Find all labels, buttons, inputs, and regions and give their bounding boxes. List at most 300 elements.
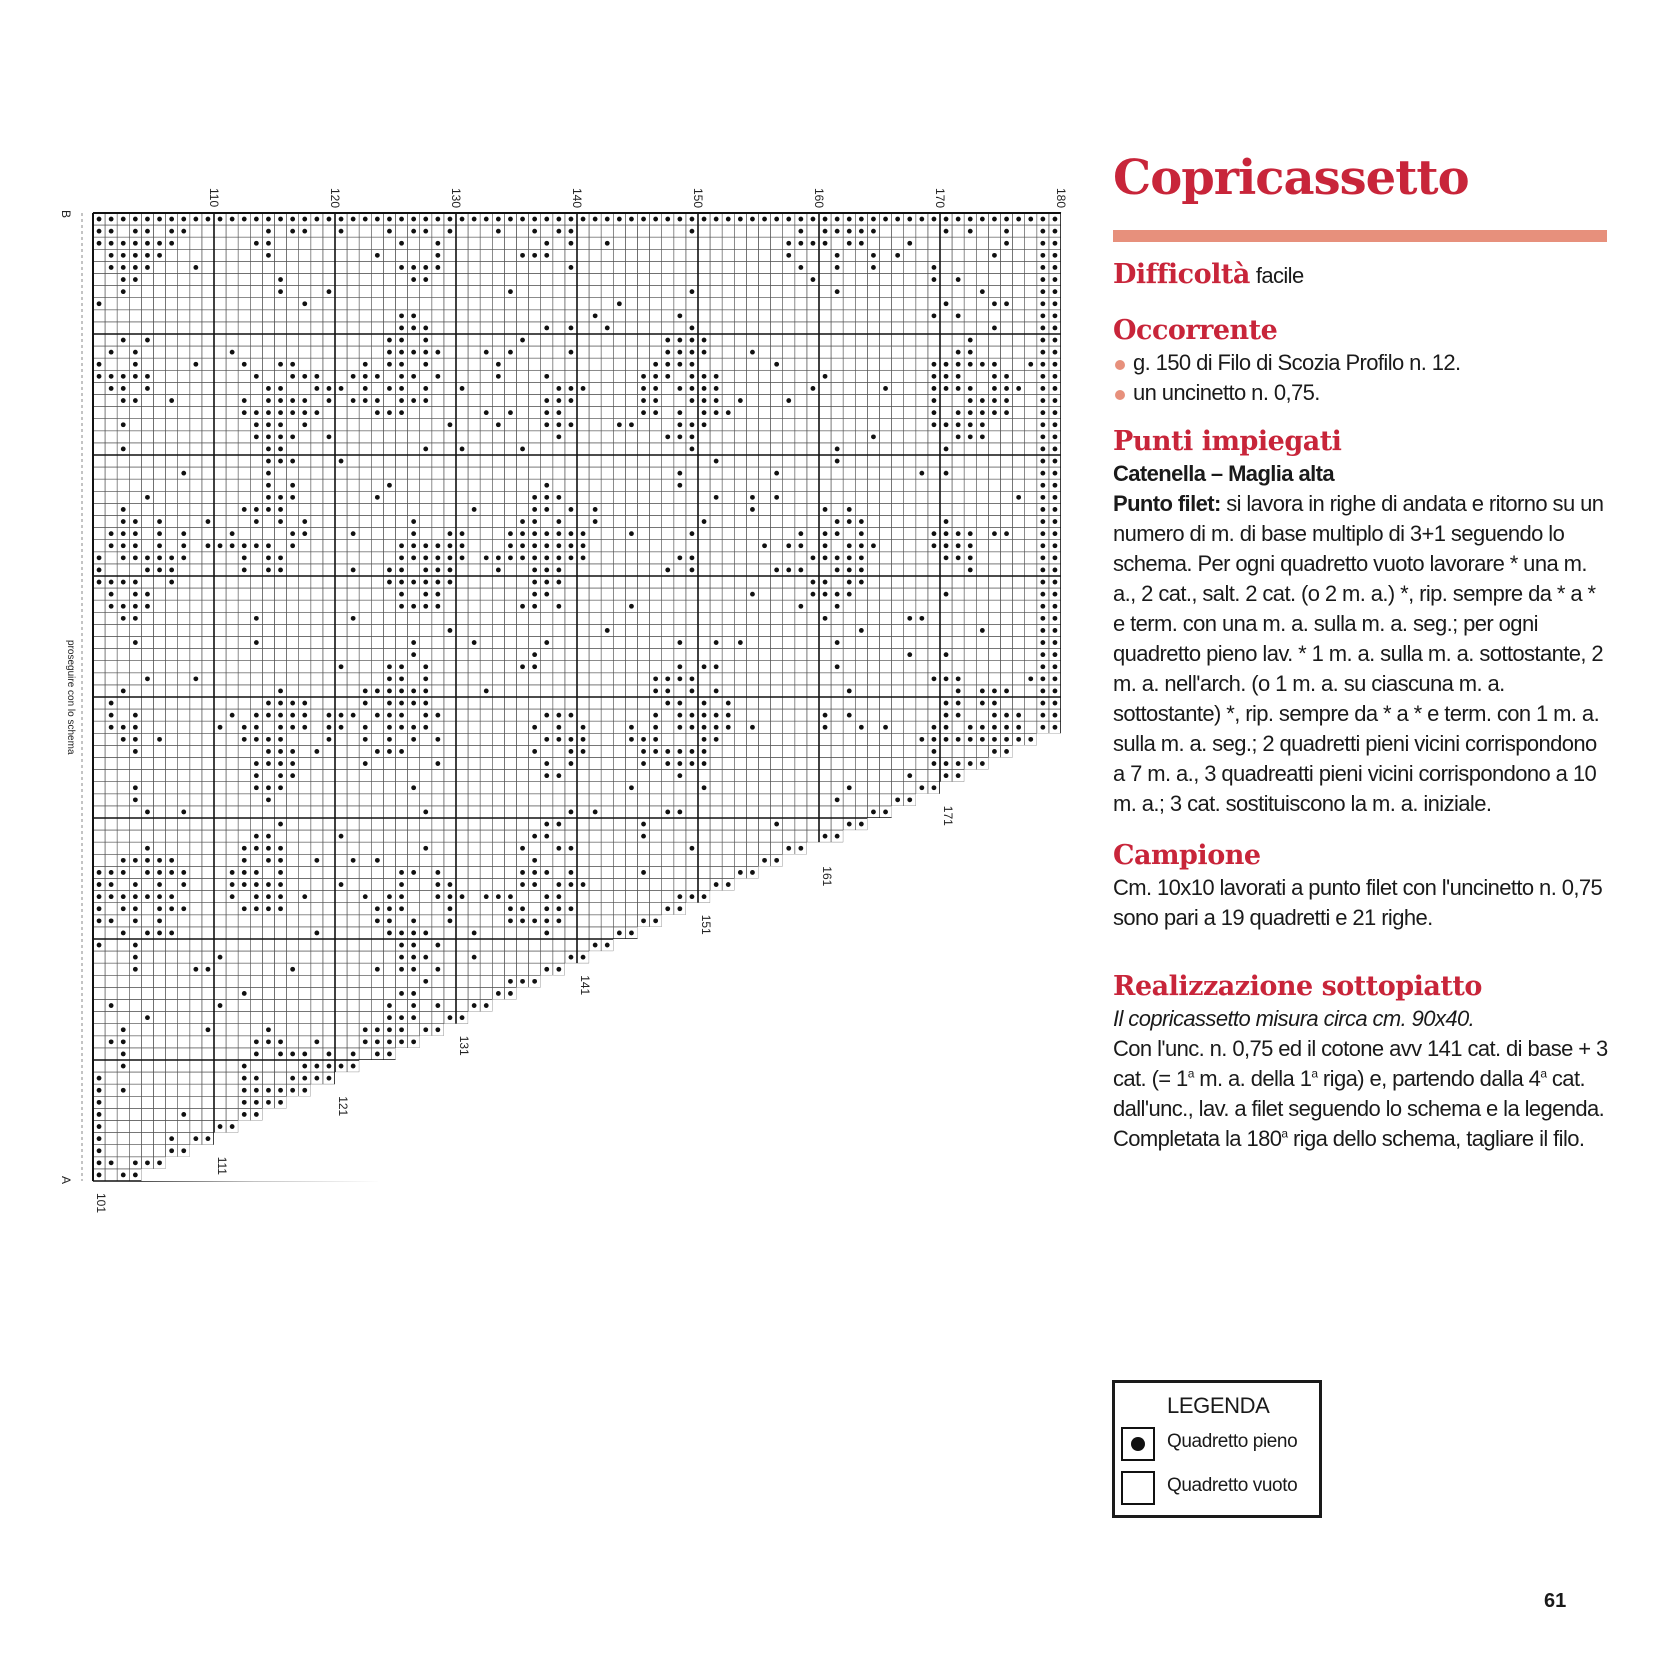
grid-cell	[262, 322, 274, 334]
grid-cell	[916, 286, 928, 298]
filled-cell-dot	[206, 217, 211, 222]
grid-cell	[226, 854, 238, 866]
grid-cell	[783, 382, 795, 394]
grid-cell	[129, 649, 141, 661]
grid-cell	[371, 503, 383, 515]
grid-cell	[178, 637, 190, 649]
grid-cell	[178, 721, 190, 733]
grid-cell	[577, 637, 589, 649]
grid-cell	[843, 673, 855, 685]
grid-cell	[601, 261, 613, 273]
grid-cell	[1001, 479, 1013, 491]
grid-cell	[492, 528, 504, 540]
grid-cell	[432, 443, 444, 455]
grid-cell	[722, 225, 734, 237]
grid-cell	[867, 649, 879, 661]
grid-cell	[722, 637, 734, 649]
grid-cell	[480, 261, 492, 273]
grid-cell	[214, 637, 226, 649]
grid-cell	[178, 298, 190, 310]
grid-cell	[686, 249, 698, 261]
grid-cell	[734, 745, 746, 757]
grid-cell	[105, 298, 117, 310]
grid-cell	[299, 673, 311, 685]
grid-cell	[589, 395, 601, 407]
grid-cell	[807, 758, 819, 770]
grid-cell	[928, 649, 940, 661]
grid-cell	[577, 661, 589, 673]
grid-cell	[819, 794, 831, 806]
grid-cell	[504, 879, 516, 891]
grid-cell	[347, 903, 359, 915]
grid-cell	[202, 830, 214, 842]
grid-cell	[202, 334, 214, 346]
grid-cell	[347, 261, 359, 273]
grid-cell	[190, 1012, 202, 1024]
grid-cell	[190, 661, 202, 673]
grid-cell	[275, 624, 287, 636]
grid-cell	[190, 237, 202, 249]
grid-cell	[432, 322, 444, 334]
grid-cell	[444, 588, 456, 600]
grid-cell	[674, 866, 686, 878]
grid-cell	[662, 733, 674, 745]
grid-cell	[93, 1048, 105, 1060]
grid-cell	[202, 987, 214, 999]
grid-cell	[867, 600, 879, 612]
grid-cell	[795, 467, 807, 479]
grid-cell	[311, 443, 323, 455]
grid-cell	[93, 697, 105, 709]
grid-cell	[577, 818, 589, 830]
grid-cell	[589, 830, 601, 842]
grid-cell	[117, 225, 129, 237]
grid-cell	[577, 225, 589, 237]
grid-cell	[275, 322, 287, 334]
grid-cell	[154, 661, 166, 673]
grid-cell	[275, 1024, 287, 1036]
grid-cell	[117, 818, 129, 830]
grid-cell	[650, 540, 662, 552]
grid-cell	[1013, 624, 1025, 636]
grid-cell	[746, 479, 758, 491]
grid-cell	[928, 624, 940, 636]
grid-cell	[129, 322, 141, 334]
grid-cell	[299, 540, 311, 552]
grid-cell	[759, 842, 771, 854]
grid-cell	[93, 794, 105, 806]
grid-cell	[759, 237, 771, 249]
grid-cell	[117, 879, 129, 891]
grid-cell	[795, 637, 807, 649]
grid-cell	[613, 274, 625, 286]
grid-cell	[1025, 624, 1037, 636]
grid-cell	[928, 661, 940, 673]
grid-cell	[710, 346, 722, 358]
grid-cell	[1001, 455, 1013, 467]
grid-cell	[734, 818, 746, 830]
grid-cell	[323, 467, 335, 479]
grid-cell	[238, 1000, 250, 1012]
grid-cell	[347, 358, 359, 370]
grid-cell	[1025, 237, 1037, 249]
grid-cell	[1025, 491, 1037, 503]
grid-cell	[335, 443, 347, 455]
grid-cell	[105, 1145, 117, 1157]
grid-cell	[771, 782, 783, 794]
grid-cell	[154, 479, 166, 491]
grid-cell	[674, 576, 686, 588]
grid-cell	[250, 1012, 262, 1024]
grid-cell	[178, 346, 190, 358]
grid-cell	[855, 637, 867, 649]
grid-cell	[335, 624, 347, 636]
grid-cell	[613, 733, 625, 745]
grid-cell	[335, 697, 347, 709]
grid-cell	[154, 782, 166, 794]
grid-cell	[746, 528, 758, 540]
grid-cell	[928, 249, 940, 261]
grid-cell	[178, 370, 190, 382]
grid-cell	[492, 685, 504, 697]
grid-cell	[638, 540, 650, 552]
grid-cell	[1025, 298, 1037, 310]
grid-cell	[504, 939, 516, 951]
grid-cell	[154, 286, 166, 298]
grid-cell	[1013, 455, 1025, 467]
grid-cell	[1025, 467, 1037, 479]
grid-cell	[359, 528, 371, 540]
grid-cell	[807, 745, 819, 757]
grid-cell	[117, 806, 129, 818]
grid-cell	[565, 564, 577, 576]
grid-cell	[335, 866, 347, 878]
grid-cell	[214, 612, 226, 624]
grid-cell	[141, 1084, 153, 1096]
grid-cell	[275, 806, 287, 818]
grid-cell	[275, 673, 287, 685]
grid-cell	[686, 407, 698, 419]
grid-cell	[311, 758, 323, 770]
grid-cell	[650, 866, 662, 878]
grid-cell	[166, 346, 178, 358]
grid-cell	[698, 552, 710, 564]
grid-cell	[141, 903, 153, 915]
grid-cell	[117, 794, 129, 806]
grid-cell	[359, 939, 371, 951]
grid-cell	[638, 503, 650, 515]
grid-cell	[904, 298, 916, 310]
grid-cell	[226, 564, 238, 576]
grid-cell	[275, 1072, 287, 1084]
grid-cell	[432, 503, 444, 515]
grid-cell	[287, 866, 299, 878]
grid-cell	[1025, 649, 1037, 661]
grid-cell	[129, 758, 141, 770]
grid-cell	[287, 1060, 299, 1072]
grid-cell	[964, 673, 976, 685]
grid-cell	[420, 612, 432, 624]
grid-cell	[468, 225, 480, 237]
grid-cell	[867, 274, 879, 286]
grid-cell	[722, 516, 734, 528]
grid-cell	[226, 467, 238, 479]
grid-cell	[154, 830, 166, 842]
grid-cell	[383, 758, 395, 770]
grid-cell	[299, 842, 311, 854]
grid-cell	[1025, 274, 1037, 286]
grid-cell	[154, 576, 166, 588]
grid-cell	[916, 225, 928, 237]
grid-cell	[492, 322, 504, 334]
grid-cell	[214, 733, 226, 745]
grid-cell	[141, 794, 153, 806]
grid-cell	[916, 322, 928, 334]
grid-cell	[553, 697, 565, 709]
grid-cell	[1025, 612, 1037, 624]
grid-cell	[952, 443, 964, 455]
grid-cell	[299, 334, 311, 346]
grid-cell	[166, 697, 178, 709]
grid-cell	[287, 467, 299, 479]
grid-cell	[202, 382, 214, 394]
grid-cell	[178, 431, 190, 443]
grid-cell	[202, 576, 214, 588]
grid-cell	[311, 600, 323, 612]
grid-cell	[674, 540, 686, 552]
grid-cell	[93, 685, 105, 697]
grid-cell	[166, 1000, 178, 1012]
grid-cell	[129, 1072, 141, 1084]
grid-cell	[771, 298, 783, 310]
grid-cell	[771, 516, 783, 528]
grid-cell	[674, 818, 686, 830]
grid-cell	[468, 455, 480, 467]
grid-cell	[299, 382, 311, 394]
grid-cell	[625, 818, 637, 830]
grid-cell	[807, 479, 819, 491]
grid-cell	[347, 927, 359, 939]
grid-cell	[275, 576, 287, 588]
grid-cell	[916, 637, 928, 649]
grid-cell	[904, 407, 916, 419]
grid-cell	[577, 600, 589, 612]
grid-cell	[892, 673, 904, 685]
grid-cell	[613, 503, 625, 515]
grid-cell	[178, 1072, 190, 1084]
grid-cell	[831, 407, 843, 419]
grid-cell	[359, 600, 371, 612]
grid-cell	[420, 479, 432, 491]
grid-cell	[323, 358, 335, 370]
grid-cell	[383, 261, 395, 273]
grid-cell	[287, 987, 299, 999]
grid-cell	[976, 673, 988, 685]
grid-cell	[916, 588, 928, 600]
grid-cell	[771, 770, 783, 782]
grid-cell	[867, 503, 879, 515]
grid-cell	[807, 540, 819, 552]
grid-cell	[746, 443, 758, 455]
grid-cell	[759, 334, 771, 346]
grid-cell	[565, 697, 577, 709]
grid-cell	[432, 455, 444, 467]
grid-cell	[154, 261, 166, 273]
grid-cell	[964, 298, 976, 310]
grid-cell	[105, 1072, 117, 1084]
grid-cell	[722, 854, 734, 866]
grid-cell	[650, 564, 662, 576]
grid-cell	[916, 745, 928, 757]
grid-cell	[976, 649, 988, 661]
grid-cell	[129, 407, 141, 419]
grid-cell	[710, 697, 722, 709]
grid-cell	[904, 709, 916, 721]
grid-cell	[105, 758, 117, 770]
grid-cell	[613, 237, 625, 249]
grid-cell	[674, 879, 686, 891]
grid-cell	[746, 854, 758, 866]
grid-cell	[480, 503, 492, 515]
grid-cell	[940, 624, 952, 636]
grid-cell	[359, 346, 371, 358]
grid-cell	[166, 939, 178, 951]
grid-cell	[601, 334, 613, 346]
grid-cell	[117, 697, 129, 709]
grid-cell	[178, 1048, 190, 1060]
grid-cell	[299, 927, 311, 939]
grid-cell	[480, 249, 492, 261]
grid-cell	[202, 1012, 214, 1024]
grid-cell	[238, 915, 250, 927]
grid-cell	[722, 770, 734, 782]
grid-cell	[674, 491, 686, 503]
grid-cell	[650, 758, 662, 770]
grid-cell	[105, 310, 117, 322]
grid-cell	[359, 467, 371, 479]
grid-cell	[1025, 516, 1037, 528]
grid-cell	[771, 286, 783, 298]
grid-cell	[710, 225, 722, 237]
grid-cell	[601, 733, 613, 745]
grid-cell	[323, 963, 335, 975]
grid-cell	[129, 1036, 141, 1048]
grid-cell	[214, 963, 226, 975]
grid-cell	[480, 854, 492, 866]
grid-cell	[444, 733, 456, 745]
grid-cell	[311, 673, 323, 685]
grid-cell	[892, 395, 904, 407]
grid-cell	[178, 624, 190, 636]
grid-cell	[1001, 419, 1013, 431]
grid-cell	[287, 891, 299, 903]
grid-cell	[117, 939, 129, 951]
grid-cell	[432, 479, 444, 491]
grid-cell	[1025, 225, 1037, 237]
grid-cell	[904, 479, 916, 491]
grid-cell	[613, 370, 625, 382]
grid-cell	[93, 419, 105, 431]
grid-cell	[831, 358, 843, 370]
grid-cell	[1025, 346, 1037, 358]
grid-cell	[831, 334, 843, 346]
grid-cell	[577, 891, 589, 903]
grid-cell	[359, 612, 371, 624]
grid-cell	[638, 346, 650, 358]
grid-cell	[311, 286, 323, 298]
grid-cell	[105, 334, 117, 346]
grid-cell	[674, 443, 686, 455]
grid-cell	[867, 709, 879, 721]
grid-cell	[710, 854, 722, 866]
grid-cell	[480, 237, 492, 249]
grid-cell	[383, 612, 395, 624]
grid-cell	[154, 1145, 166, 1157]
grid-cell	[371, 286, 383, 298]
grid-cell	[831, 419, 843, 431]
grid-cell	[323, 564, 335, 576]
grid-cell	[359, 745, 371, 757]
grid-cell	[1013, 261, 1025, 273]
grid-cell	[1025, 261, 1037, 273]
grid-cell	[541, 673, 553, 685]
grid-cell	[819, 782, 831, 794]
grid-cell	[105, 963, 117, 975]
grid-cell	[843, 624, 855, 636]
grid-cell	[287, 951, 299, 963]
grid-cell	[698, 443, 710, 455]
grid-cell	[698, 685, 710, 697]
grid-cell	[287, 649, 299, 661]
grid-cell	[988, 649, 1000, 661]
grid-cell	[93, 395, 105, 407]
grid-cell	[311, 915, 323, 927]
grid-cell	[190, 455, 202, 467]
grid-cell	[154, 637, 166, 649]
grid-cell	[504, 963, 516, 975]
grid-cell	[238, 528, 250, 540]
grid-cell	[178, 576, 190, 588]
grid-cell	[492, 745, 504, 757]
grid-cell	[202, 1000, 214, 1012]
grid-cell	[819, 818, 831, 830]
grid-cell	[383, 552, 395, 564]
grid-cell	[1001, 697, 1013, 709]
grid-cell	[710, 588, 722, 600]
grid-cell	[347, 407, 359, 419]
grid-cell	[807, 721, 819, 733]
grid-cell	[468, 443, 480, 455]
grid-cell	[347, 600, 359, 612]
grid-cell	[166, 758, 178, 770]
grid-cell	[783, 370, 795, 382]
grid-cell	[964, 237, 976, 249]
grid-cell	[722, 443, 734, 455]
grid-cell	[517, 721, 529, 733]
grid-cell	[843, 721, 855, 733]
grid-cell	[638, 274, 650, 286]
grid-cell	[93, 637, 105, 649]
grid-cell	[105, 322, 117, 334]
grid-cell	[988, 491, 1000, 503]
grid-cell	[504, 588, 516, 600]
grid-cell	[141, 395, 153, 407]
grid-cell	[371, 467, 383, 479]
grid-cell	[517, 286, 529, 298]
grid-cell	[492, 879, 504, 891]
grid-cell	[250, 310, 262, 322]
grid-cell	[1001, 600, 1013, 612]
